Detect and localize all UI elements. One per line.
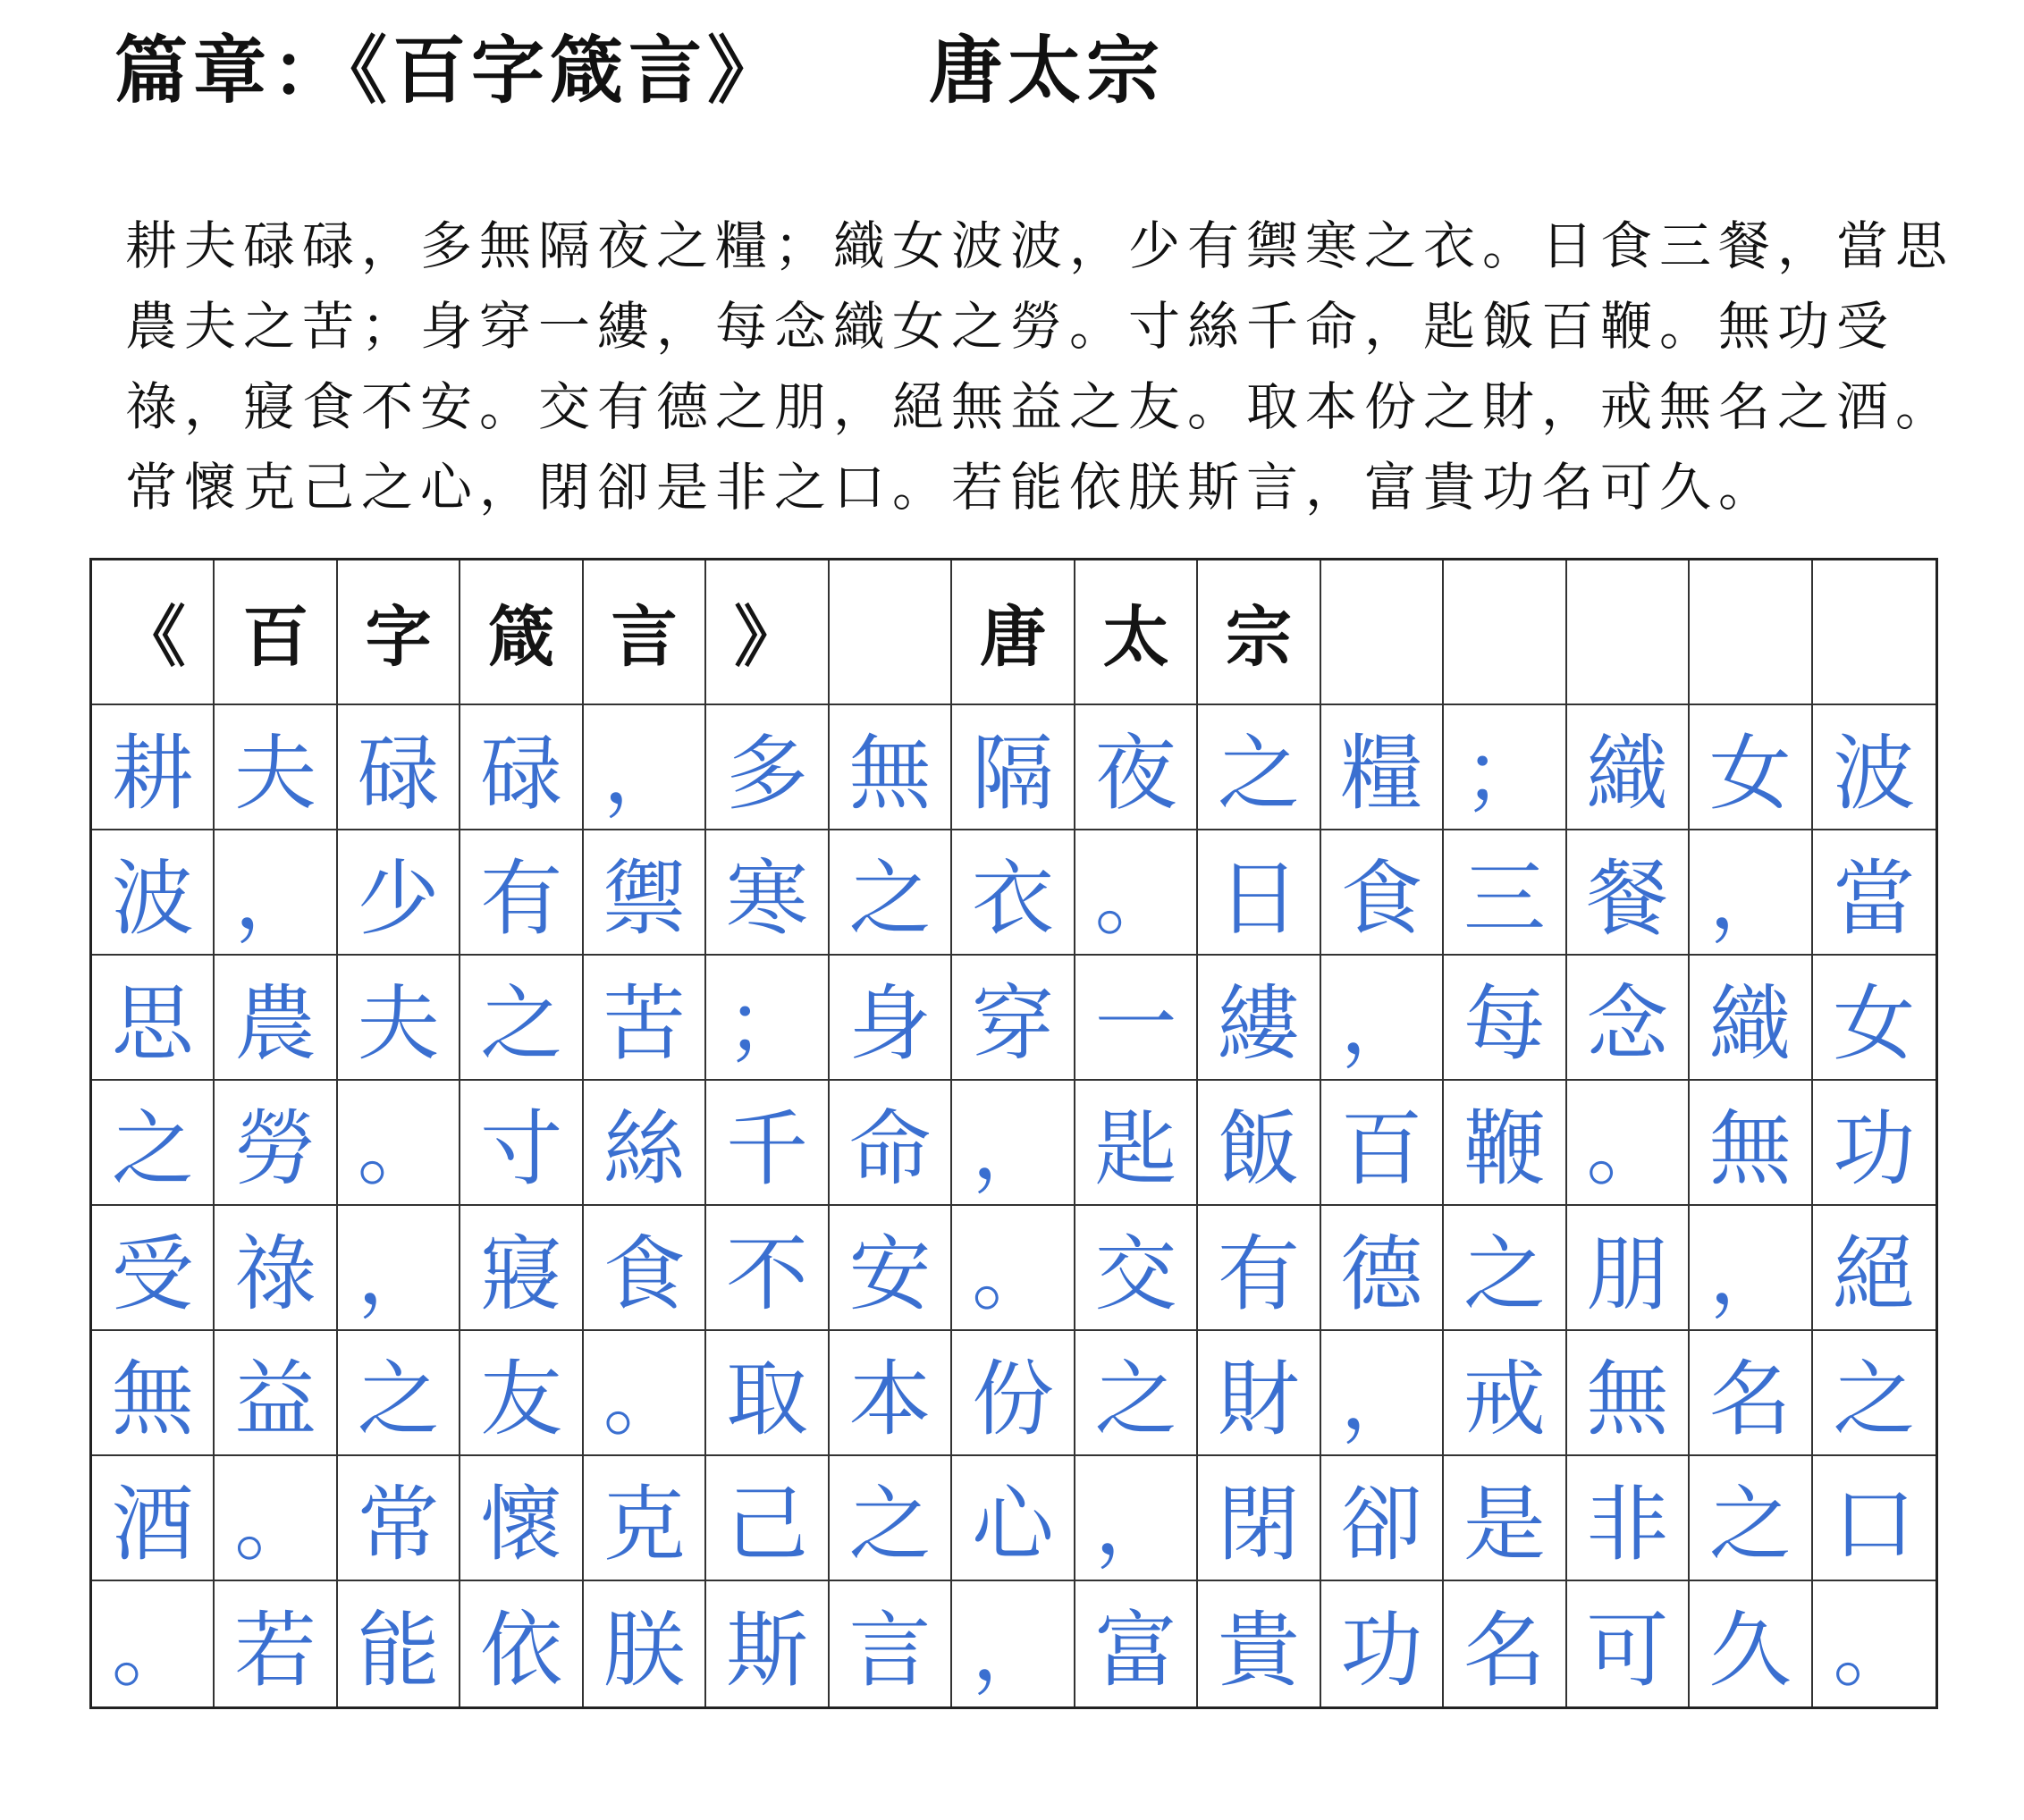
- grid-cell: 本: [830, 1331, 952, 1456]
- grid-cell: 取: [706, 1331, 829, 1456]
- grid-cell: ，: [1321, 1331, 1444, 1456]
- grid-cell: 當: [1813, 830, 1935, 956]
- grid-cell: ；: [1444, 705, 1566, 830]
- header-cell: 字: [338, 560, 460, 705]
- grid-cell: 衣: [952, 830, 1075, 956]
- grid-cell: 份: [952, 1331, 1075, 1456]
- grid-cell: ，: [1690, 1206, 1812, 1331]
- grid-cell: 安: [830, 1206, 952, 1331]
- grid-cell: 耕: [92, 705, 215, 830]
- grid-cell: 苦: [584, 956, 706, 1081]
- grid-cell: 朕: [584, 1581, 706, 1706]
- grid-cell: 。: [338, 1081, 460, 1206]
- grid-cell: 農: [215, 956, 337, 1081]
- header-cell: [1321, 560, 1444, 705]
- header-cell: 箴: [460, 560, 583, 705]
- grid-cell: 夫: [215, 705, 337, 830]
- header-cell: 》: [706, 560, 829, 705]
- grid-cell: 。: [1833, 1603, 1916, 1698]
- grid-cell: 之: [1690, 1456, 1812, 1581]
- grid-cell: 三: [1444, 830, 1566, 956]
- grid-cell: 念: [1567, 956, 1690, 1081]
- passage-line: 祿，寢食不安。交有德之朋，絕無益之友。取本份之財，戒無名之酒。: [125, 376, 1955, 437]
- header-cell: 《: [92, 560, 215, 705]
- grid-cell: 無: [92, 1331, 215, 1456]
- header-cell: [1690, 560, 1812, 705]
- grid-cell: 不: [706, 1206, 829, 1331]
- grid-cell: 寒: [706, 830, 829, 956]
- grid-cell: 克: [584, 1456, 706, 1581]
- header-cell: 言: [584, 560, 706, 705]
- header-cell: 太: [1075, 560, 1198, 705]
- grid-cell: 無: [1690, 1081, 1812, 1206]
- grid-cell: 非: [1567, 1456, 1690, 1581]
- grid-cell: 戒: [1444, 1331, 1566, 1456]
- grid-cell: 功: [1321, 1581, 1444, 1706]
- grid-cell: 名: [1444, 1581, 1566, 1706]
- grid-cell: 之: [338, 1331, 460, 1456]
- grid-cell: 有: [1198, 1206, 1320, 1331]
- grid-cell: 交: [1075, 1206, 1198, 1331]
- grid-cell: 財: [1198, 1331, 1320, 1456]
- grid-cell: 糧: [1321, 705, 1444, 830]
- grid-cell: 酒: [92, 1456, 215, 1581]
- grid-cell: 可: [1567, 1581, 1690, 1706]
- grid-cell: 之: [1444, 1206, 1566, 1331]
- grid-cell: 每: [1444, 956, 1566, 1081]
- grid-cell: 隔: [952, 705, 1075, 830]
- grid-cell: 波: [1813, 705, 1935, 830]
- grid-cell: 織: [1567, 705, 1690, 830]
- grid-cell: 勞: [215, 1081, 337, 1206]
- grid-cell: 食: [1321, 830, 1444, 956]
- grid-cell: 之: [1198, 705, 1320, 830]
- header-cell: [1813, 560, 1935, 705]
- grid-cell: 寸: [460, 1081, 583, 1206]
- grid-cell: 身: [830, 956, 952, 1081]
- grid-cell: 依: [460, 1581, 583, 1706]
- grid-cell: ，: [1075, 1456, 1198, 1581]
- passage-line: 常懷克己之心，閉卻是非之口。若能依朕斯言，富貴功名可久。: [125, 457, 1778, 518]
- grid-cell: ，: [952, 1081, 1075, 1206]
- grid-cell: 懷: [460, 1456, 583, 1581]
- grid-cell: 餐: [1567, 830, 1690, 956]
- grid-cell: 織: [1690, 956, 1812, 1081]
- grid-cell: 心: [952, 1456, 1075, 1581]
- title-label: 篇章：《百字箴言》: [114, 29, 787, 114]
- grid-cell: 久: [1690, 1581, 1812, 1706]
- passage-line: 農夫之苦；身穿一縷，每念織女之勞。寸絲千命，匙飯百鞭。無功受: [125, 296, 1896, 357]
- grid-cell: 富: [1075, 1581, 1198, 1706]
- grid-cell: 縷: [1198, 956, 1320, 1081]
- grid-cell: 名: [1690, 1331, 1812, 1456]
- grid-cell: 禦: [584, 830, 706, 956]
- grid-cell: 波: [92, 830, 215, 956]
- grid-cell: 。: [952, 1206, 1075, 1331]
- grid-cell: ，: [1321, 956, 1444, 1081]
- grid-cell: 友: [460, 1331, 583, 1456]
- grid-cell: 閉: [1198, 1456, 1320, 1581]
- grid-cell: 。: [92, 1581, 215, 1706]
- grid-cell: 之: [1075, 1331, 1198, 1456]
- grid-cell: 。: [1075, 830, 1198, 956]
- grid-cell: 是: [1444, 1456, 1566, 1581]
- grid-cell: 匙: [1075, 1081, 1198, 1206]
- grid-cell: ，: [952, 1581, 1075, 1706]
- grid-cell: 日: [1198, 830, 1320, 956]
- grid-cell: ；: [706, 956, 829, 1081]
- grid-cell: 德: [1321, 1206, 1444, 1331]
- grid-cell: 食: [584, 1206, 706, 1331]
- grid-cell: 女: [1813, 956, 1935, 1081]
- grid-cell: 言: [830, 1581, 952, 1706]
- grid-cell: 斯: [706, 1581, 829, 1706]
- grid-cell: 碌: [460, 705, 583, 830]
- grid-cell: 。: [584, 1331, 706, 1456]
- grid-cell: 無: [830, 705, 952, 830]
- grid-cell: 碌: [338, 705, 460, 830]
- grid-cell: 之: [1813, 1331, 1935, 1456]
- grid-cell: 若: [215, 1581, 337, 1706]
- grid-cell: 受: [92, 1206, 215, 1331]
- grid-cell: 鞭: [1444, 1081, 1566, 1206]
- header-cell: [830, 560, 952, 705]
- grid-cell: 朋: [1567, 1206, 1690, 1331]
- grid-cell: 絲: [584, 1081, 706, 1206]
- grid-cell: 夫: [338, 956, 460, 1081]
- page-title: [114, 13, 1165, 117]
- grid-cell: 一: [1075, 956, 1198, 1081]
- title-author: 唐太宗: [929, 29, 1166, 114]
- grid-cell: 能: [338, 1581, 460, 1706]
- grid-cell: 之: [830, 830, 952, 956]
- grid-cell: 之: [830, 1456, 952, 1581]
- grid-cell: 夜: [1075, 705, 1198, 830]
- grid-cell: 有: [460, 830, 583, 956]
- printed-passage: [125, 206, 1955, 527]
- header-cell: 宗: [1198, 560, 1320, 705]
- header-cell: 唐: [952, 560, 1075, 705]
- grid-cell: 穿: [952, 956, 1075, 1081]
- grid-cell: 千: [706, 1081, 829, 1206]
- header-cell: [1444, 560, 1566, 705]
- grid-cell: 之: [92, 1081, 215, 1206]
- grid-cell: 命: [830, 1081, 952, 1206]
- grid-cell: ，: [215, 830, 337, 956]
- grid-cell: 思: [92, 956, 215, 1081]
- grid-cell: 貴: [1198, 1581, 1320, 1706]
- grid-cell: ，: [338, 1206, 460, 1331]
- calligraphy-practice-grid: [89, 558, 1938, 1709]
- grid-cell: ，: [584, 705, 706, 830]
- grid-cell: 無: [1567, 1331, 1690, 1456]
- grid-cell: 少: [338, 830, 460, 956]
- grid-cell: 卻: [1321, 1456, 1444, 1581]
- passage-line: 耕夫碌碌，多無隔夜之糧；織女波波，少有禦寒之衣。日食三餐，當思: [125, 215, 1955, 276]
- grid-cell: 口: [1813, 1456, 1935, 1581]
- header-cell: 百: [215, 560, 337, 705]
- grid-cell: 飯: [1198, 1081, 1320, 1206]
- grid-cell: 百: [1321, 1081, 1444, 1206]
- grid-cell: 祿: [215, 1206, 337, 1331]
- grid-cell: 絕: [1813, 1206, 1935, 1331]
- grid-cell: 之: [460, 956, 583, 1081]
- grid-cell: ，: [1690, 830, 1812, 956]
- grid-cell: 多: [706, 705, 829, 830]
- grid-cell: 。: [1567, 1081, 1690, 1206]
- header-cell: [1567, 560, 1690, 705]
- grid-cell: 功: [1813, 1081, 1935, 1206]
- grid-cell: 寢: [460, 1206, 583, 1331]
- grid-cell: 益: [215, 1331, 337, 1456]
- grid-cell: 己: [706, 1456, 829, 1581]
- grid-cell: 女: [1690, 705, 1812, 830]
- grid-cell: 。: [215, 1456, 337, 1581]
- grid-cell: 常: [338, 1456, 460, 1581]
